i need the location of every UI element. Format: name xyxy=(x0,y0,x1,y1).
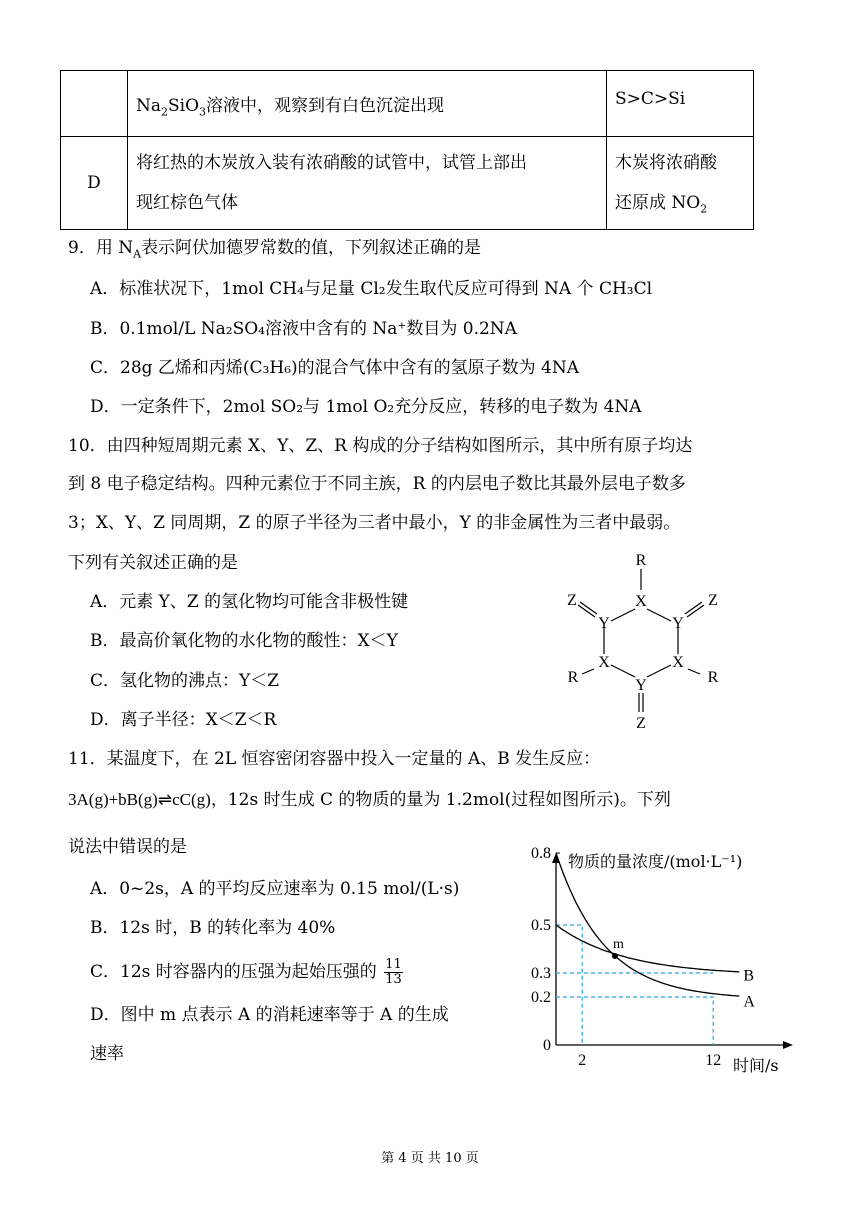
atom-y-bottom: Y xyxy=(635,677,647,694)
table-cell-label xyxy=(61,71,128,137)
q10-stem-line4: 下列有关叙述正确的是 xyxy=(68,553,238,573)
atom-r-top: R xyxy=(635,552,647,569)
atom-z-right: Z xyxy=(708,592,718,609)
y-tick-label: 0.5 xyxy=(531,917,551,934)
q10-stem-line1: 10．由四种短周期元素 X、Y、Z、R 构成的分子结构如图所示，其中所有原子均达 xyxy=(68,436,693,456)
x-tick-label: 2 xyxy=(578,1052,587,1069)
q9-option-d: D．一定条件下，2mol SO₂与 1mol O₂充分反应，转移的电子数为 4NA xyxy=(90,397,642,417)
q11-option-c: C．12s 时容器内的压强为起始压强的 $\frac{11}{13}$ xyxy=(90,957,402,987)
atom-y-left: Y xyxy=(598,615,610,632)
table-cell-conclusion: S>C>Si xyxy=(607,71,754,137)
q9-option-a: A．标准状况下，1mol CH₄与足量 Cl₂发生取代反应可得到 NA 个 CH₃Cl xyxy=(90,279,653,299)
point-m-label: m xyxy=(612,936,624,952)
guide-line-12s xyxy=(556,997,713,1045)
atom-z-bottom: Z xyxy=(636,715,646,732)
q11-option-d-line1: D．图中 m 点表示 A 的消耗速率等于 A 的生成 xyxy=(90,1005,449,1025)
y-axis-label: 物质的量浓度/(mol·L⁻¹) xyxy=(568,852,743,871)
atom-y-right: Y xyxy=(672,615,684,632)
q9-option-c: C．28g 乙烯和丙烯(C₃H₆)的混合气体中含有的氢原子数为 4NA xyxy=(90,358,580,378)
table-cell-conclusion: 木炭将浓硝酸 还原成 $NO_2$ xyxy=(607,137,754,230)
y-tick-label: 0.3 xyxy=(531,965,551,982)
atom-r-left: R xyxy=(567,669,579,686)
q11-option-d-line2: 速率 xyxy=(90,1044,124,1064)
series-A-label: A xyxy=(743,993,755,1011)
y-tick-label: 0.8 xyxy=(531,845,551,862)
table-row xyxy=(61,71,754,137)
x-axis-arrow xyxy=(783,1041,793,1049)
concentration-time-chart xyxy=(520,845,810,1075)
q9-option-b: B．0.1mol/L Na₂SO₄溶液中含有的 Na⁺数目为 0.2NA xyxy=(90,319,517,339)
q10-option-c: C．氢化物的沸点：Y＜Z xyxy=(90,671,280,691)
q10-option-d: D．离子半径：X＜Z＜R xyxy=(90,710,277,730)
y-tick-label: 0.2 xyxy=(531,989,551,1006)
q10-stem-line3: 3；X、Y、Z 同周期，Z 的原子半径为三者中最小，Y 的非金属性为三者中最弱。 xyxy=(68,513,681,533)
q11-stem-line2: 3A(g)+bB(g)⇌cC(g)，12s 时生成 C 的物质的量为 1.2mol(过程如图所示)。下列 xyxy=(68,790,671,810)
q10-option-b: B．最高价氧化物的水化物的酸性：X＜Y xyxy=(90,631,398,651)
q11-equation: 3A(g)+bB(g)⇌cC(g) xyxy=(68,790,211,809)
table-cell-label: D xyxy=(61,137,128,230)
experiment-table xyxy=(60,70,754,230)
x-tick-label: 12 xyxy=(705,1052,722,1069)
atom-z-left: Z xyxy=(567,592,577,609)
series-B-label: B xyxy=(743,967,755,985)
atom-x-right: X xyxy=(672,654,684,671)
q11-option-b: B．12s 时，B 的转化率为 40% xyxy=(90,918,336,938)
series-A-line xyxy=(556,853,739,996)
point-m xyxy=(612,953,618,959)
atom-x-left: X xyxy=(598,654,610,671)
x-axis-label: 时间/s xyxy=(733,1056,779,1075)
q11-option-a: A．0~2s，A 的平均反应速率为 0.15 mol/(L·s) xyxy=(90,879,460,899)
table-cell-operation: 将红热的木炭放入装有浓硝酸的试管中，试管上部出 现红棕色气体 xyxy=(128,137,607,230)
series-B-line xyxy=(556,925,739,972)
fraction: $\frac{11}{13}$ xyxy=(385,957,402,987)
table-cell-operation: $Na_2SiO_3$溶液中，观察到有白色沉淀出现 xyxy=(128,71,607,137)
table-row xyxy=(61,137,754,230)
guide-line-2s xyxy=(556,925,582,1045)
molecular-structure-diagram xyxy=(555,548,740,733)
q11-stem-line3: 说法中错误的是 xyxy=(68,837,187,857)
q11-stem-line1: 11．某温度下，在 2L 恒容密闭容器中投入一定量的 A、B 发生反应： xyxy=(68,749,601,769)
q10-option-a: A．元素 Y、Z 的氢化物均可能含非极性键 xyxy=(90,592,409,612)
atom-r-right: R xyxy=(707,669,719,686)
y-tick-label: 0 xyxy=(543,1037,551,1054)
q10-stem-line2: 到 8 电子稳定结构。四种元素位于不同主族，R 的内层电子数比其最外层电子数多 xyxy=(68,474,686,494)
atom-x-top: X xyxy=(635,593,647,610)
page-footer: 第 4 页 共 10 页 xyxy=(381,1151,479,1166)
q9-stem: 9．用 $N_A$表示阿伏加德罗常数的值，下列叙述正确的是 xyxy=(68,238,482,261)
